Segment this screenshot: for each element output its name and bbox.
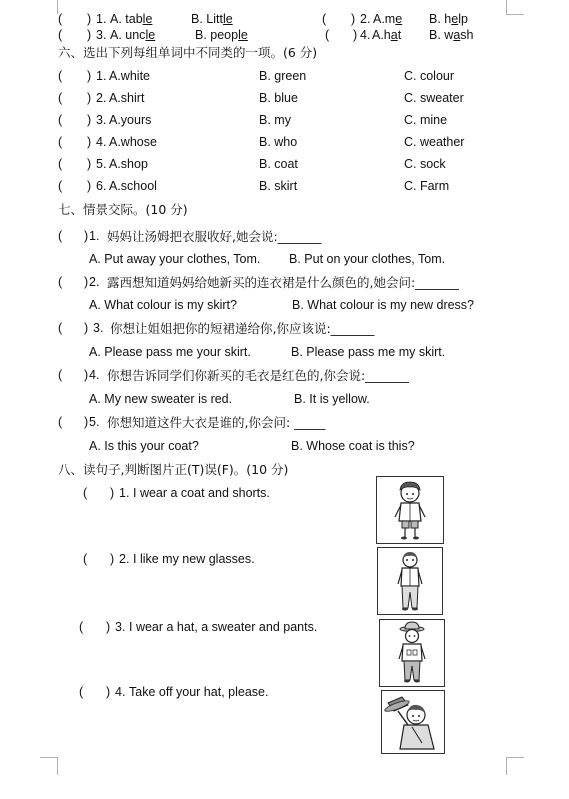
option-c: C. Farm: [404, 179, 450, 193]
option-b: B. skirt: [259, 179, 298, 193]
option-a: A. Please pass me your skirt.: [89, 345, 251, 359]
option-b: B. Whose coat is this?: [291, 439, 415, 453]
question-number: 1.: [96, 69, 107, 83]
answer-paren-open[interactable]: (: [58, 157, 63, 171]
answer-paren-close: ): [87, 91, 92, 105]
question-prompt: 妈妈让汤姆把衣服收好,她会说:_______: [107, 229, 322, 244]
question-number: 2.: [360, 12, 371, 26]
answer-paren-open[interactable]: (: [58, 275, 63, 289]
option-a: A. table: [110, 12, 153, 26]
statement-text: I like my new glasses.: [133, 552, 255, 566]
question-number: 5.: [89, 415, 100, 429]
answer-paren-close: ): [84, 321, 89, 335]
answer-paren-close: ): [84, 415, 89, 429]
answer-paren-close: ): [87, 28, 92, 42]
answer-paren-open[interactable]: (: [79, 620, 84, 634]
question-number: 1.: [89, 229, 100, 243]
answer-paren-open[interactable]: (: [58, 28, 63, 42]
answer-paren-open[interactable]: (: [58, 135, 63, 149]
option-c: C. mine: [404, 113, 448, 127]
answer-paren-close: ): [87, 179, 92, 193]
option-b: B. Put on your clothes, Tom.: [289, 252, 446, 266]
answer-paren-open[interactable]: (: [58, 69, 63, 83]
option-a: A.hat: [372, 28, 402, 42]
answer-paren-open[interactable]: (: [58, 91, 63, 105]
option-a: A.shop: [109, 157, 148, 171]
crop-mark: [57, 757, 58, 775]
statement-text: I wear a coat and shorts.: [133, 486, 270, 500]
question-number: 4.: [115, 685, 126, 699]
option-a: A.school: [109, 179, 157, 193]
question-number: 4.: [89, 368, 100, 382]
option-b: B. who: [259, 135, 298, 149]
question-number: 1.: [96, 12, 107, 26]
boy-glasses-illustration: [378, 548, 442, 614]
option-c: C. sock: [404, 157, 446, 171]
question-prompt: 露西想知道妈妈给她新买的连衣裙是什么颜色的,她会问:_______: [107, 275, 459, 290]
option-b: B. people: [195, 28, 248, 42]
answer-paren-open[interactable]: (: [325, 28, 330, 42]
boy-coat-shorts-illustration: [377, 477, 443, 543]
option-c: C. colour: [404, 69, 455, 83]
option-b: B. help: [429, 12, 468, 26]
question-number: 3.: [96, 28, 107, 42]
question-number: 4.: [96, 135, 107, 149]
answer-paren-close: ): [84, 368, 89, 382]
crop-mark: [506, 757, 507, 775]
answer-paren-close: ): [87, 113, 92, 127]
option-a: A. Is this your coat?: [89, 439, 199, 453]
answer-paren-open[interactable]: (: [58, 368, 63, 382]
answer-paren-close: ): [110, 486, 115, 500]
question-prompt: 你想让姐姐把你的短裙递给你,你应该说:_______: [110, 321, 375, 336]
answer-paren-close: ): [87, 157, 92, 171]
question-prompt: 你想告诉同学们你新买的毛衣是红色的,你会说:_______: [107, 368, 409, 383]
girl-hat-sweater-picture: [379, 619, 445, 687]
girl-hat-sweater-illustration: [380, 620, 444, 686]
answer-paren-open[interactable]: (: [58, 415, 63, 429]
option-b: B. coat: [259, 157, 298, 171]
option-b: B. green: [259, 69, 307, 83]
option-b: B. wash: [429, 28, 474, 42]
option-a: A. uncle: [110, 28, 156, 42]
question-number: 2.: [119, 552, 130, 566]
option-c: C. weather: [404, 135, 465, 149]
option-b: B. blue: [259, 91, 298, 105]
option-a: A. Put away your clothes, Tom.: [89, 252, 261, 266]
option-a: A.whose: [109, 135, 157, 149]
answer-paren-close: ): [106, 620, 111, 634]
boy-glasses-picture: [377, 547, 443, 615]
question-number: 4.: [360, 28, 371, 42]
question-number: 3.: [115, 620, 126, 634]
boy-coat-shorts-picture: [376, 476, 444, 544]
answer-paren-close: ): [351, 12, 356, 26]
option-a: A.yours: [109, 113, 152, 127]
option-b: B. It is yellow.: [294, 392, 370, 406]
question-number: 3.: [96, 113, 107, 127]
option-c: C. sweater: [404, 91, 464, 105]
answer-paren-open[interactable]: (: [58, 229, 63, 243]
crop-mark: [506, 14, 524, 15]
answer-paren-close: ): [84, 275, 89, 289]
crop-mark: [40, 757, 58, 758]
option-a: A.shirt: [109, 91, 145, 105]
question-number: 2.: [96, 91, 107, 105]
answer-paren-open[interactable]: (: [83, 486, 88, 500]
answer-paren-close: ): [84, 229, 89, 243]
crop-mark: [506, 757, 524, 758]
answer-paren-open[interactable]: (: [58, 321, 63, 335]
question-number: 5.: [96, 157, 107, 171]
answer-paren-close: ): [87, 69, 92, 83]
option-a: A.white: [109, 69, 150, 83]
question-number: 1.: [119, 486, 130, 500]
boy-taking-off-hat-illustration: [382, 691, 444, 753]
section-8-heading: 八、读句子,判断图片正(T)误(F)。(10 分): [58, 462, 289, 477]
section-6-heading: 六、选出下列每组单词中不同类的一项。(6 分): [58, 45, 318, 60]
question-prompt: 你想知道这件大衣是谁的,你会问: _____: [107, 415, 326, 430]
statement-text: I wear a hat, a sweater and pants.: [129, 620, 318, 634]
option-b: B. Please pass me my skirt.: [291, 345, 446, 359]
option-b: B. What colour is my new dress?: [292, 298, 475, 312]
statement-text: Take off your hat, please.: [129, 685, 269, 699]
answer-paren-close: ): [353, 28, 358, 42]
option-b: B. Little: [191, 12, 233, 26]
question-number: 3.: [93, 321, 104, 335]
question-number: 2.: [89, 275, 100, 289]
answer-paren-open[interactable]: (: [58, 12, 63, 26]
answer-paren-open[interactable]: (: [322, 12, 327, 26]
crop-mark: [506, 0, 507, 14]
section-7-heading: 七、情景交际。(10 分): [58, 202, 188, 217]
option-a: A.me: [373, 12, 403, 26]
option-b: B. my: [259, 113, 291, 127]
question-number: 6.: [96, 179, 107, 193]
option-a: A. My new sweater is red.: [89, 392, 233, 406]
answer-paren-close: ): [87, 135, 92, 149]
answer-paren-open[interactable]: (: [58, 113, 63, 127]
answer-paren-close: ): [87, 12, 92, 26]
answer-paren-close: ): [110, 552, 115, 566]
answer-paren-open[interactable]: (: [79, 685, 84, 699]
answer-paren-close: ): [106, 685, 111, 699]
answer-paren-open[interactable]: (: [58, 179, 63, 193]
boy-taking-off-hat-picture: [381, 690, 445, 754]
option-a: A. What colour is my skirt?: [89, 298, 237, 312]
answer-paren-open[interactable]: (: [83, 552, 88, 566]
